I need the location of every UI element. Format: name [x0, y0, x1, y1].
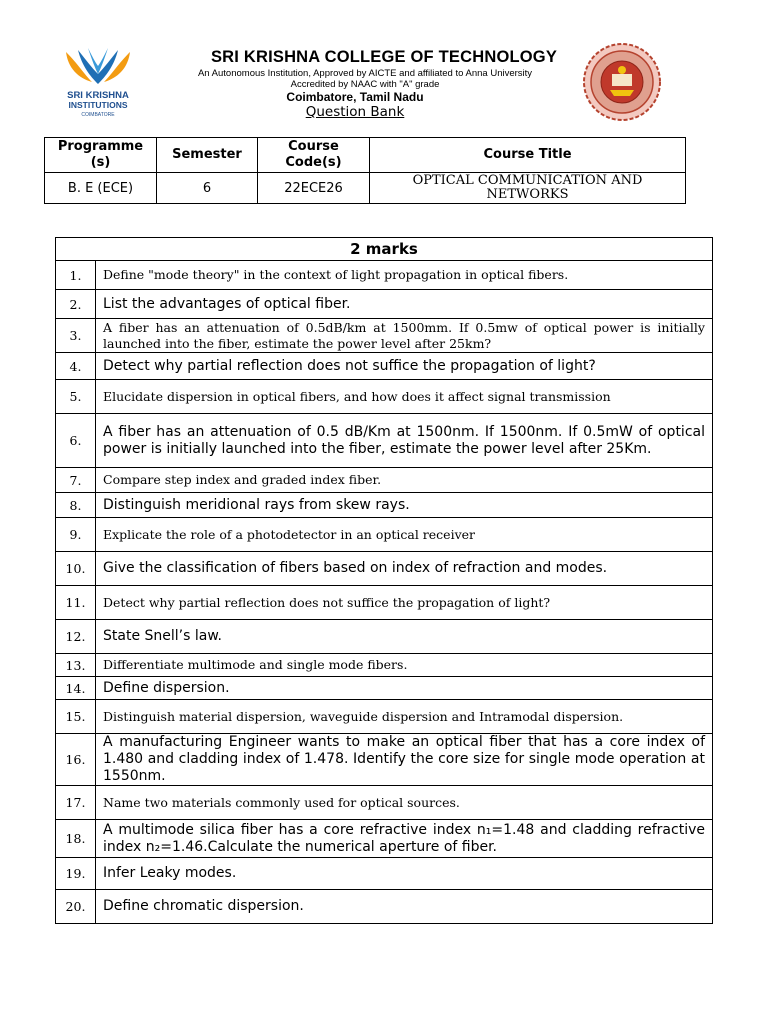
question-row — [56, 380, 713, 414]
question-text: List the advantages of optical fiber. — [96, 290, 713, 319]
section-title-row — [56, 238, 713, 261]
question-text: Elucidate dispersion in optical fibers, and how does it affect signal transmission — [96, 380, 713, 414]
question-number: 19. — [56, 858, 96, 890]
question-number: 9. — [56, 518, 96, 552]
question-row — [56, 858, 713, 890]
college-location: Coimbatore, Tamil Nadu — [286, 90, 424, 104]
question-row — [56, 820, 713, 858]
question-number: 14. — [56, 677, 96, 700]
question-row — [56, 493, 713, 518]
question-row — [56, 468, 713, 493]
question-number: 16. — [56, 734, 96, 786]
svg-text:SRI KRISHNA: SRI KRISHNA — [67, 90, 129, 101]
question-number: 4. — [56, 353, 96, 380]
header-semester: Semester — [157, 138, 258, 173]
question-text: Define "mode theory" in the context of light propagation in optical fibers. — [96, 261, 713, 290]
question-text: Infer Leaky modes. — [96, 858, 713, 890]
question-row — [56, 654, 713, 677]
question-number: 15. — [56, 700, 96, 734]
header-course-code: Course Code(s) — [258, 138, 370, 173]
question-text: Explicate the role of a photodetector in an optical receiver — [96, 518, 713, 552]
question-row — [56, 552, 713, 586]
course-info-table — [44, 137, 686, 204]
question-text: Define chromatic dispersion. — [96, 890, 713, 924]
question-text: Define dispersion. — [96, 677, 713, 700]
question-number: 18. — [56, 820, 96, 858]
question-row — [56, 353, 713, 380]
question-number: 13. — [56, 654, 96, 677]
question-text: Detect why partial reflection does not suffice the propagation of light? — [96, 586, 713, 620]
question-row — [56, 319, 713, 353]
question-text: Name two materials commonly used for optical sources. — [96, 786, 713, 820]
question-number: 20. — [56, 890, 96, 924]
question-row — [56, 261, 713, 290]
question-number: 11. — [56, 586, 96, 620]
course-code-value: 22ECE26 — [258, 173, 370, 204]
header-course-title: Course Title — [370, 138, 686, 173]
question-number: 5. — [56, 380, 96, 414]
question-number: 7. — [56, 468, 96, 493]
accreditation-line: Accredited by NAAC with "A" grade — [290, 79, 440, 90]
course-table-value-row — [45, 173, 686, 204]
question-number: 1. — [56, 261, 96, 290]
course-table-header-row — [45, 138, 686, 173]
course-title-value: OPTICAL COMMUNICATION AND NETWORKS — [370, 173, 686, 204]
semester-value: 6 — [157, 173, 258, 204]
question-row — [56, 586, 713, 620]
question-text: Detect why partial reflection does not suffice the propagation of light? — [96, 353, 713, 380]
document-header — [0, 0, 768, 130]
college-seal-emblem — [582, 42, 662, 122]
question-number: 2. — [56, 290, 96, 319]
question-number: 8. — [56, 493, 96, 518]
question-number: 17. — [56, 786, 96, 820]
question-number: 3. — [56, 319, 96, 353]
question-row — [56, 290, 713, 319]
question-text: Distinguish material dispersion, waveguide dispersion and Intramodal dispersion. — [96, 700, 713, 734]
question-row — [56, 786, 713, 820]
question-number: 10. — [56, 552, 96, 586]
question-row — [56, 518, 713, 552]
question-text: Compare step index and graded index fiber. — [96, 468, 713, 493]
programme-value: B. E (ECE) — [45, 173, 157, 204]
question-row — [56, 700, 713, 734]
question-row — [56, 620, 713, 654]
question-table — [55, 237, 713, 924]
college-name: SRI KRISHNA COLLEGE OF TECHNOLOGY — [210, 48, 558, 66]
question-text: A manufacturing Engineer wants to make an optical fiber that has a core index of 1.480 and cladding index of 1.478. Identify the core size for single mode operation at 1550nm. — [96, 734, 713, 786]
question-row — [56, 677, 713, 700]
question-text: Give the classification of fibers based on index of refraction and modes. — [96, 552, 713, 586]
header-programme: Programme (s) — [45, 138, 157, 173]
question-text: A multimode silica fiber has a core refractive index n₁=1.48 and cladding refractive index n₂=1.46.Calculate the numerical aperture of fiber. — [96, 820, 713, 858]
svg-text:INSTITUTIONS: INSTITUTIONS — [68, 100, 128, 110]
question-text: A fiber has an attenuation of 0.5 dB/Km at 1500nm. If 1500nm. If 0.5mW of optical power is initially launched into the fiber, estimate the power level after 25Km. — [96, 414, 713, 468]
question-text: A fiber has an attenuation of 0.5dB/km at 1500mm. If 0.5mw of optical power is initially launched into the fiber, estimate the power level after 25km? — [96, 319, 713, 353]
question-row — [56, 414, 713, 468]
question-text: Differentiate multimode and single mode fibers. — [96, 654, 713, 677]
question-row — [56, 890, 713, 924]
question-number: 6. — [56, 414, 96, 468]
question-text: State Snell’s law. — [96, 620, 713, 654]
question-number: 12. — [56, 620, 96, 654]
section-title: 2 marks — [56, 238, 713, 261]
svg-text:COIMBATORE: COIMBATORE — [81, 112, 115, 118]
question-row — [56, 734, 713, 786]
affiliation-line: An Autonomous Institution, Approved by AICTE and affiliated to Anna University — [197, 68, 533, 79]
document-title: Question Bank — [305, 104, 405, 120]
question-text: Distinguish meridional rays from skew rays. — [96, 493, 713, 518]
